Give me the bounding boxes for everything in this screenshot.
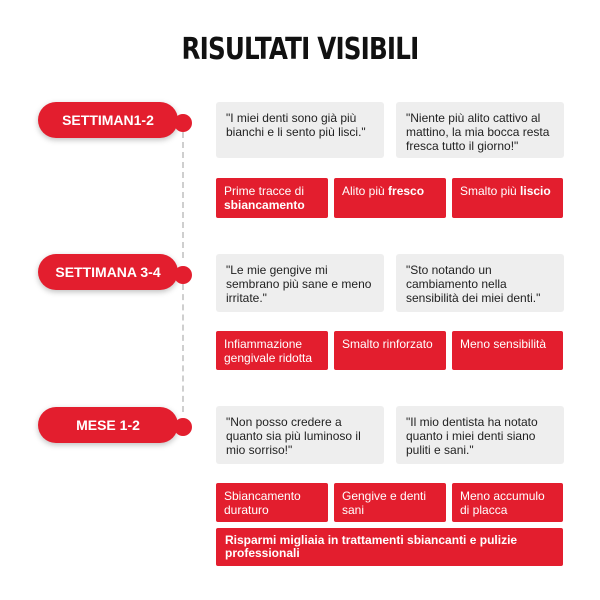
benefit-tag: Infiammazione gengivale ridotta: [216, 331, 328, 370]
stage-badge: MESE 1-2: [38, 407, 178, 443]
timeline-dot: [174, 266, 192, 284]
benefit-tag: Prime tracce di sbiancamento: [216, 178, 328, 218]
testimonial-quote: "Il mio dentista ha notato quanto i miei denti siano puliti e sani.": [396, 406, 564, 464]
testimonial-quote: "Sto notando un cambiamento nella sensibilità dei miei denti.": [396, 254, 564, 312]
timeline-connector: [182, 132, 184, 258]
benefit-tag: Meno sensibilità: [452, 331, 563, 370]
testimonial-quote: "Niente più alito cattivo al mattino, la mia bocca resta fresca tutto il giorno!": [396, 102, 564, 158]
benefit-tag: Smalto più liscio: [452, 178, 563, 218]
timeline-connector: [182, 284, 184, 412]
benefit-tag: Sbiancamento duraturo: [216, 483, 328, 522]
testimonial-quote: "Le mie gengive mi sembrano più sane e meno irritate.": [216, 254, 384, 312]
benefit-tag: Meno accumulo di placca: [452, 483, 563, 522]
testimonial-quote: "I miei denti sono già più bianchi e li sento più lisci.": [216, 102, 384, 158]
page-title: RISULTATI VISIBILI: [181, 32, 419, 67]
stage-badge: SETTIMAN1-2: [38, 102, 178, 138]
savings-banner: Risparmi migliaia in trattamenti sbiancanti e pulizie professionali: [216, 528, 563, 566]
testimonial-quote: "Non posso credere a quanto sia più luminoso il mio sorriso!": [216, 406, 384, 464]
timeline-dot: [174, 418, 192, 436]
benefit-tag: Alito più fresco: [334, 178, 446, 218]
benefit-tag: Smalto rinforzato: [334, 331, 446, 370]
timeline-dot: [174, 114, 192, 132]
stage-badge: SETTIMANA 3-4: [38, 254, 178, 290]
benefit-tag: Gengive e denti sani: [334, 483, 446, 522]
